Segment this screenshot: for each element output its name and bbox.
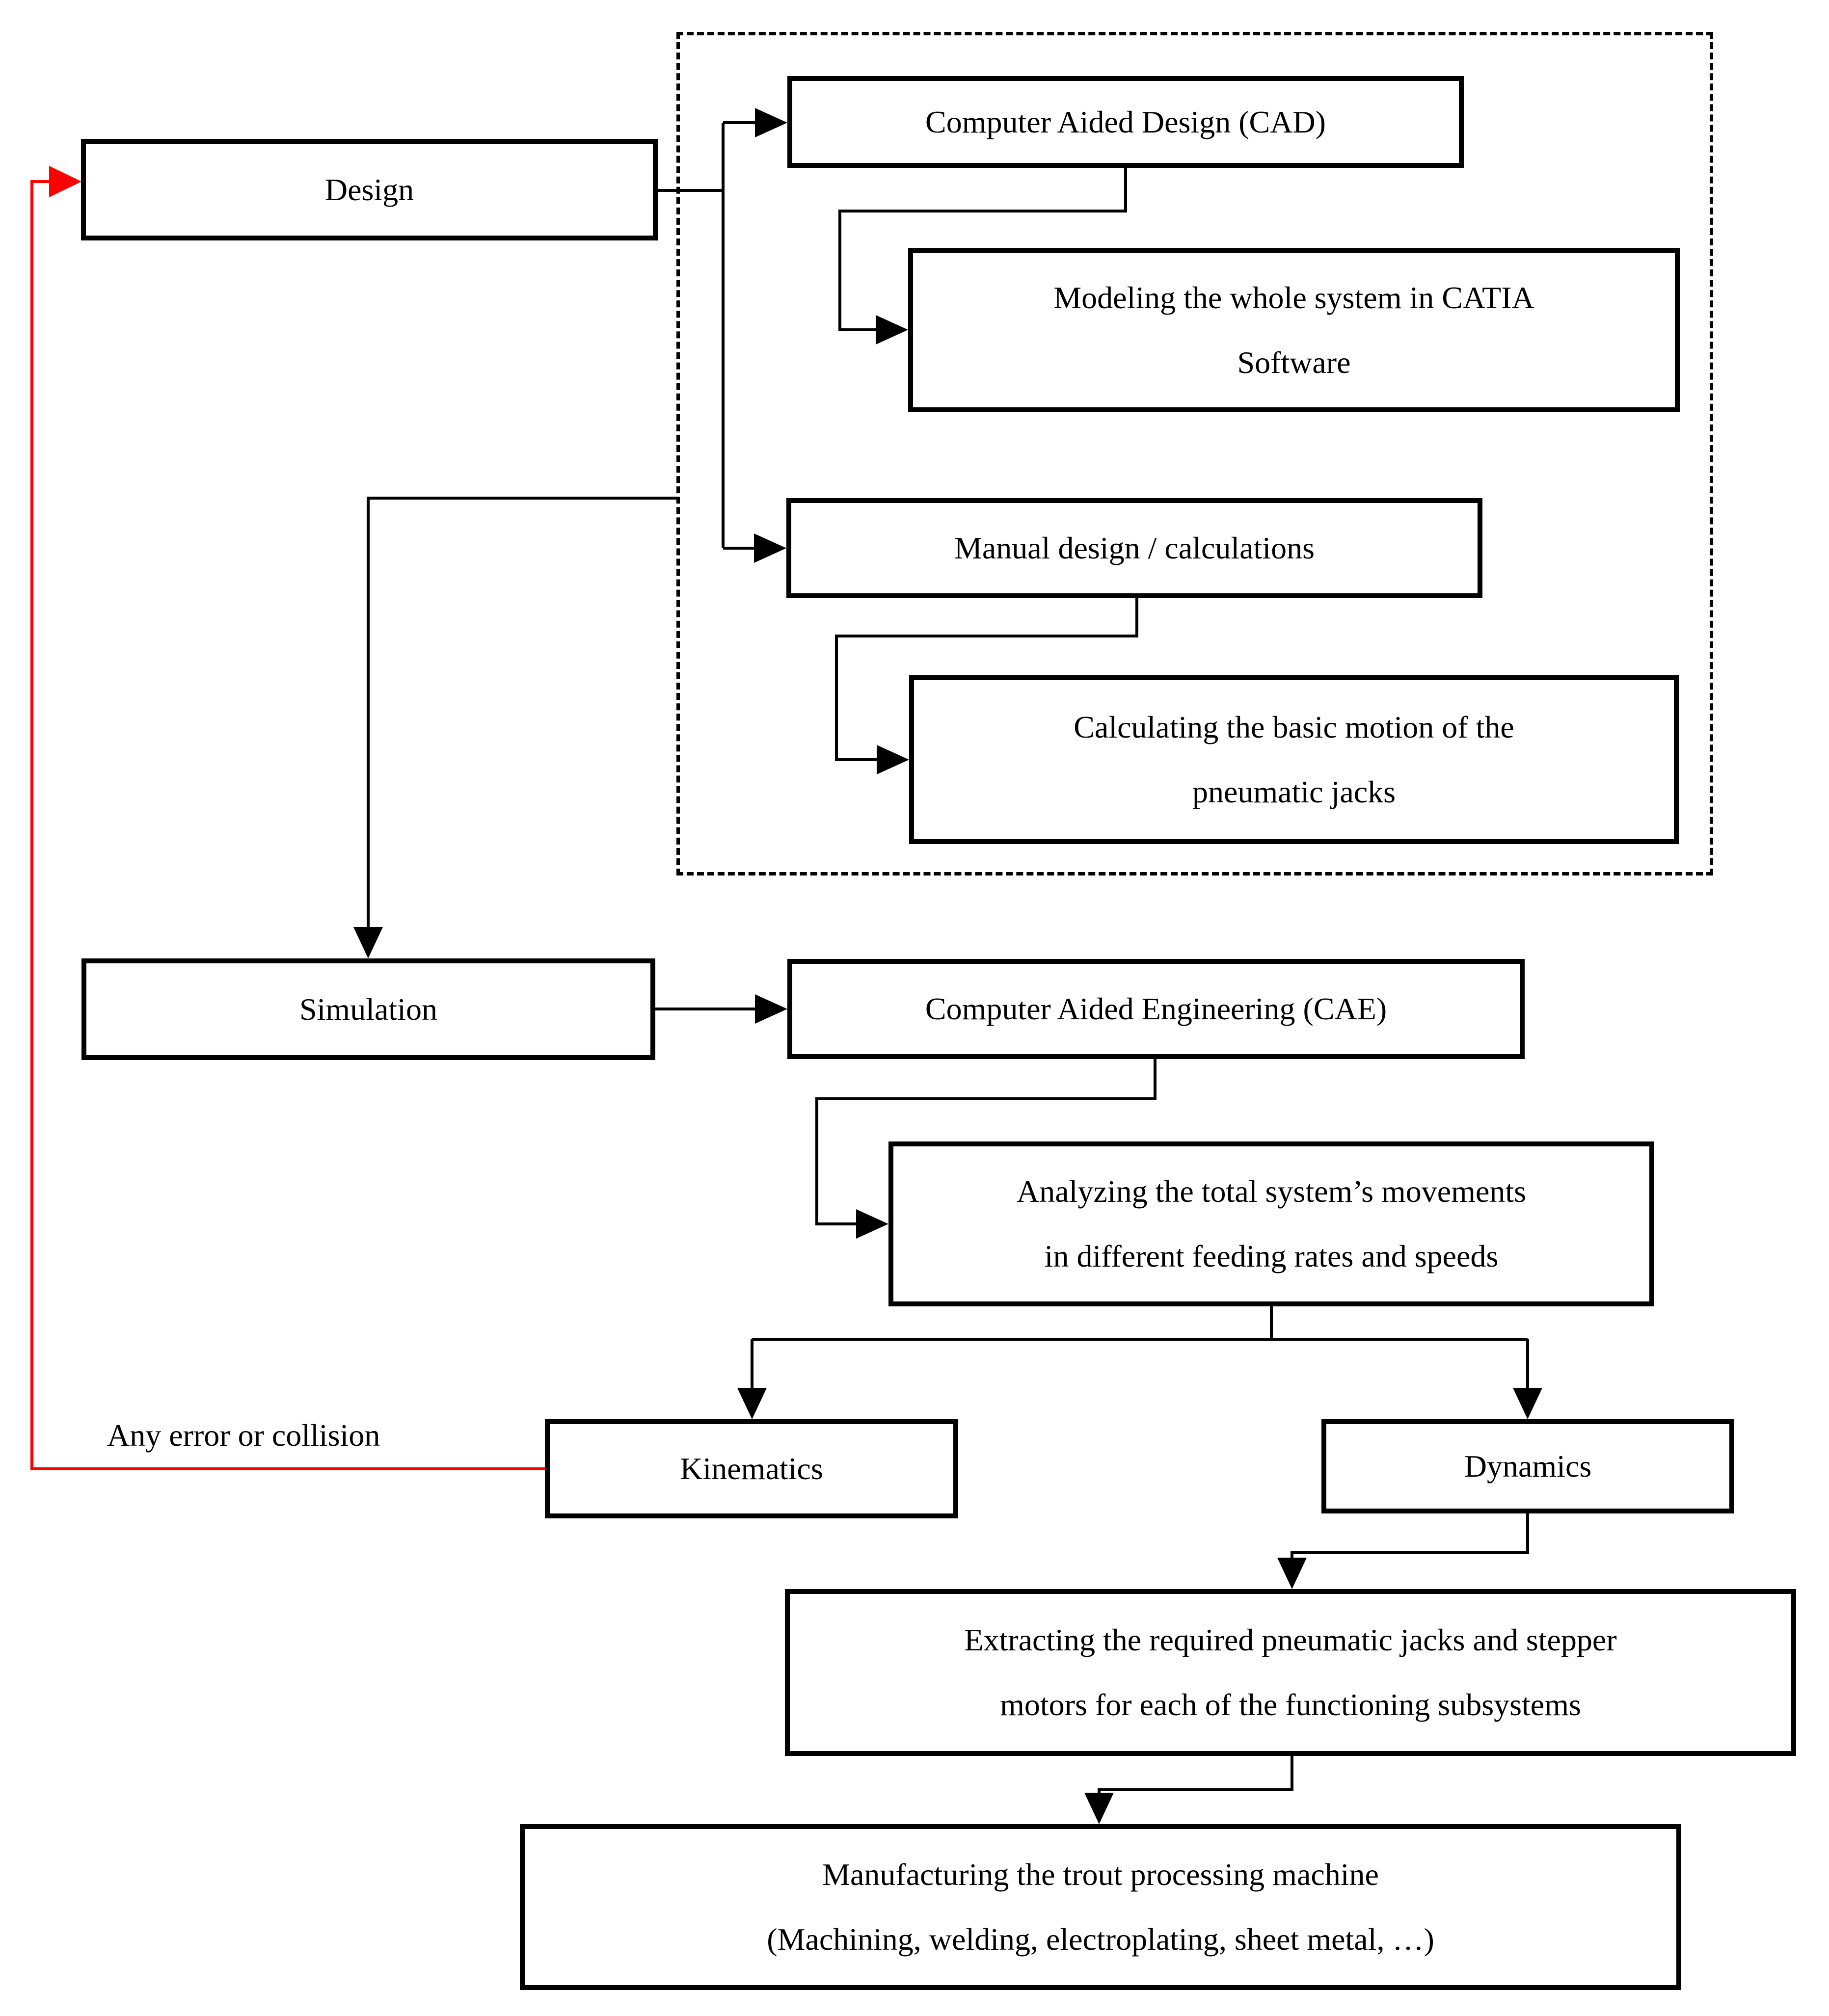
node-manufacturing-line2: (Machining, welding, electroplating, sheet metal, …) — [767, 1922, 1434, 1957]
node-manufacturing — [520, 1824, 1681, 1990]
node-calculating-line2: pneumatic jacks — [1192, 774, 1396, 809]
node-modeling-line1: Modeling the whole system in CATIA — [1053, 280, 1534, 315]
connector-feedback-red — [32, 182, 545, 1469]
arrow-into-cae — [755, 994, 787, 1024]
arrow-into-dynamics — [1513, 1388, 1542, 1419]
node-extracting-line1: Extracting the required pneumatic jacks and stepper — [964, 1622, 1617, 1657]
node-manual-label: Manual design / calculations — [954, 531, 1315, 565]
arrow-into-manufacturing — [1084, 1793, 1114, 1824]
arrow-feedback-into-design — [49, 166, 81, 197]
node-cad-label: Computer Aided Design (CAD) — [925, 104, 1326, 139]
node-dynamics — [1321, 1419, 1734, 1513]
node-cae-label: Computer Aided Engineering (CAE) — [925, 991, 1387, 1026]
node-manufacturing-line1: Manufacturing the trout processing machine — [822, 1857, 1379, 1892]
node-analyzing-line1: Analyzing the total system’s movements — [1016, 1174, 1527, 1209]
node-kinematics-label: Kinematics — [680, 1451, 823, 1486]
node-analyzing — [888, 1141, 1654, 1306]
arrow-into-analyzing — [856, 1209, 888, 1239]
node-design-label: Design — [324, 172, 414, 207]
node-kinematics — [545, 1419, 958, 1518]
node-simulation — [81, 958, 655, 1060]
node-extracting — [785, 1589, 1796, 1756]
node-simulation-label: Simulation — [299, 991, 437, 1027]
connector-designphase-to-simulation — [368, 498, 678, 929]
feedback-edge-label: Any error or collision — [107, 1418, 380, 1453]
node-modeling-line2: Software — [1237, 345, 1351, 380]
connector-dynamics-to-extracting — [1292, 1513, 1528, 1561]
node-manual — [786, 498, 1482, 598]
node-analyzing-line2: in different feeding rates and speeds — [1044, 1239, 1499, 1273]
node-calculating — [909, 675, 1679, 844]
node-cae — [787, 959, 1525, 1059]
node-calculating-line1: Calculating the basic motion of the — [1074, 710, 1514, 744]
node-dynamics-label: Dynamics — [1464, 1449, 1592, 1484]
arrow-into-simulation — [353, 927, 383, 958]
node-cad — [787, 76, 1464, 168]
node-extracting-line2: motors for each of the functioning subsystems — [1000, 1687, 1581, 1722]
connector-extracting-to-manufacturing — [1099, 1756, 1292, 1796]
arrow-into-extracting — [1277, 1558, 1307, 1589]
node-design — [81, 139, 658, 240]
node-modeling — [908, 248, 1680, 412]
arrow-into-kinematics — [737, 1388, 767, 1419]
